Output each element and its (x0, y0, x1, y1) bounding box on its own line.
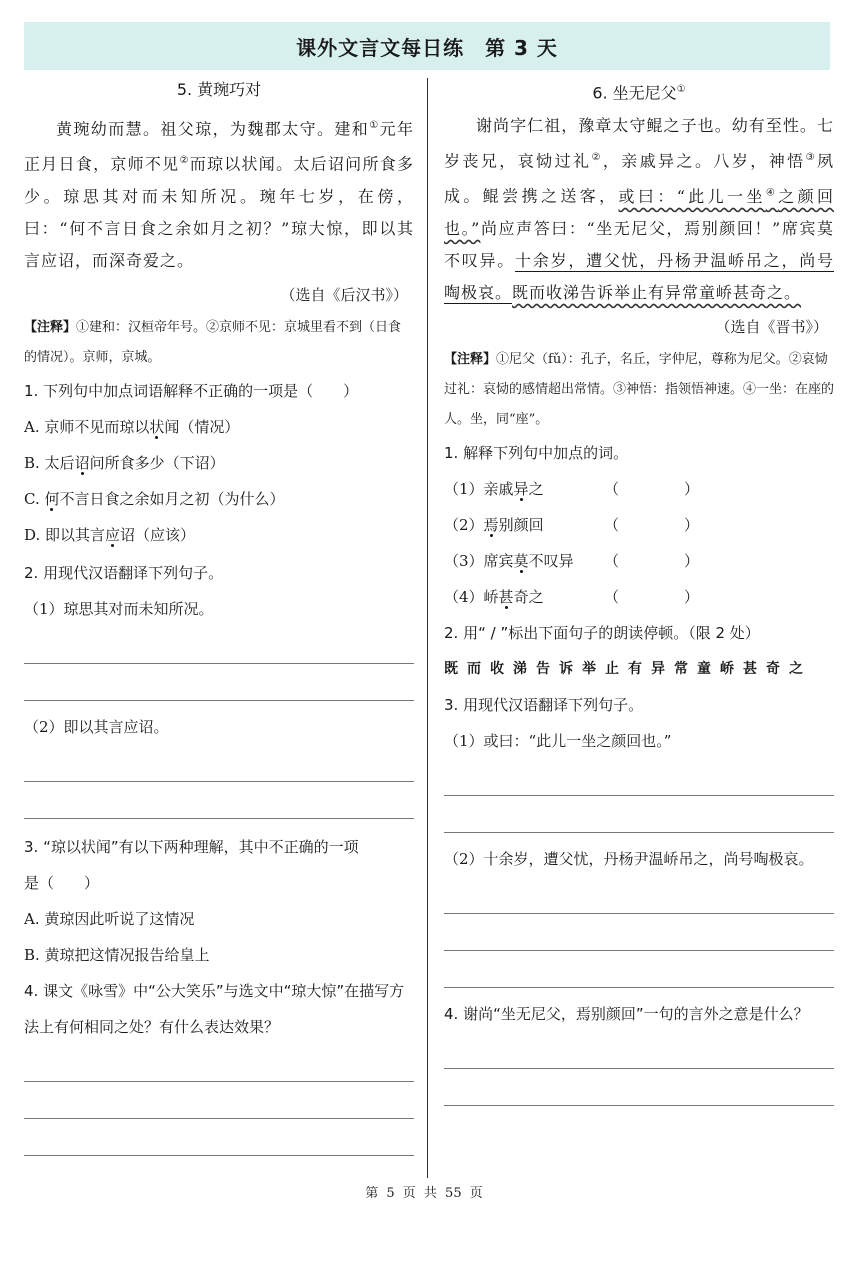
answer-line[interactable] (444, 796, 834, 833)
sub-question: （1）或曰：“此儿一坐之颜回也。” (444, 731, 672, 750)
header-bar (24, 22, 830, 70)
underlined-text: 十余岁，遭父忧，丹杨尹温峤吊之，尚号啕极哀。 (444, 250, 834, 302)
answer-line[interactable] (24, 664, 414, 701)
left-column (24, 76, 414, 1156)
answer-line[interactable] (444, 914, 834, 951)
wavy-underlined-text: 或曰：“此儿一坐④之颜回也。” (444, 186, 834, 238)
option-a: A. 京师不见而琼以状闻（情况） (24, 417, 240, 436)
question-1-left: 1. 下列句中加点词语解释不正确的一项是（ ） (24, 381, 359, 400)
option-d: D. 即以其言应诏（应该） (24, 525, 196, 544)
source-left: （选自《后汉书》） (280, 285, 408, 304)
story-title-left: 5. 黄琬巧对 (176, 80, 262, 99)
note-mark: ① (369, 120, 380, 131)
question-3-left: 3. “琼以状闻”有以下两种理解，其中不正确的一项 (24, 837, 359, 856)
passage-left (24, 110, 414, 277)
sub-question: （1）琼思其对而未知所况。 (24, 599, 214, 618)
story-title-right: 6. 坐无尼父① (592, 83, 686, 103)
column-divider (427, 78, 428, 1178)
wavy-underlined-text: 既而收涕告诉举止有异常童峤甚奇之。 (512, 282, 802, 302)
answer-line[interactable] (24, 745, 414, 782)
answer-line[interactable] (444, 1032, 834, 1069)
question-4-left: 4. 课文《咏雪》中“公大笑乐”与选文中“琼大惊”在描写方法上有何相同之处？有什么表达效果？ (24, 981, 405, 1036)
passage-text: 而琼以状闻。太后诏问所食多少。琼思其对而未知所况。琬年七岁，在傍，曰：“何不言日食之余如月之初？”琼大惊，即以其言应诏，而深奇爱之。 (24, 154, 414, 270)
fill-item[interactable]: （1）亲戚异之 （ ） (444, 479, 699, 498)
answer-line[interactable] (444, 877, 834, 914)
note-mark: ② (179, 155, 190, 167)
question-2-right: 2. 用“ / ”标出下面句子的朗读停顿。（限 2 处） (444, 623, 760, 642)
passage-text: 元年正月日食，京师不见 (24, 119, 414, 174)
source-right: （选自《晋书》） (715, 317, 828, 336)
pause-sentence[interactable]: 既而收涕告诉举止有异常童峤甚奇之 (444, 660, 812, 677)
page-footer: 第 5 页 共 55 页 (365, 1186, 483, 1201)
answer-line[interactable] (24, 1045, 414, 1082)
question-3-right: 3. 用现代汉语翻译下列句子。 (444, 695, 644, 714)
question-2-left: 2. 用现代汉语翻译下列句子。 (24, 563, 224, 582)
note-text: ①建和：汉桓帝年号。②京师不见：京城里看不到（日食的情况）。京师，京城。 (24, 319, 402, 365)
question-4-right: 4. 谢尚“坐无尼父，焉别颜回”一句的言外之意是什么？ (444, 1004, 809, 1023)
answer-line[interactable] (444, 951, 834, 988)
passage-text: 黄琬幼而慧。祖父琼，为魏郡太守。建和 (56, 119, 370, 139)
fill-item[interactable]: （2）焉别颜回 （ ） (444, 515, 699, 534)
option-a: A. 黄琼因此听说了这情况 (24, 909, 195, 928)
right-column (444, 76, 834, 1106)
sub-question: （2）十余岁，遭父忧，丹杨尹温峤吊之，尚号啕极哀。 (444, 849, 814, 868)
fill-item[interactable]: （3）席宾莫不叹异 （ ） (444, 551, 699, 570)
answer-line[interactable] (24, 782, 414, 819)
page-title: 课外文言文每日练 第 3 天 (296, 35, 558, 60)
question-3-left-cont: 是（ ） (24, 873, 100, 892)
fill-item[interactable]: （4）峤甚奇之 （ ） (444, 587, 699, 606)
sub-question: （2）即以其言应诏。 (24, 717, 169, 736)
option-b: B. 黄琼把这情况报告给皇上 (24, 945, 210, 964)
option-b: B. 太后诏问所食多少（下诏） (24, 453, 225, 472)
option-c: C. 何不言日食之余如月之初（为什么） (24, 489, 285, 508)
answer-line[interactable] (24, 1119, 414, 1156)
passage-right: 谢尚字仁祖，豫章太守鲲之子也。幼有至性。七岁丧兄，哀恸过礼②，亲戚异之。八岁，神悟③夙成。鲲尝携之送客，或曰：“此儿一坐④之颜回也。”尚应声答曰：“坐无尼父，焉别颜回！”席宾莫不叹异。十余岁，遭父忧，丹杨尹温峤吊之，尚号啕极哀。既而收涕告诉举止有异常童峤甚奇之。 (444, 116, 834, 302)
answer-line[interactable] (444, 759, 834, 796)
notes-left (24, 313, 414, 373)
question-1-right: 1. 解释下列句中加点的词。 (444, 443, 629, 462)
answer-line[interactable] (24, 627, 414, 664)
answer-line[interactable] (24, 1082, 414, 1119)
answer-line[interactable] (444, 1069, 834, 1106)
note-label: 【注释】 (444, 351, 497, 367)
notes-right (444, 345, 834, 435)
note-label: 【注释】 (24, 319, 77, 335)
note-text: ①尼父（fǔ）：孔子，名丘，字仲尼，尊称为尼父。②哀恸过礼：哀恸的感情超出常情。③神悟：指领悟神速。④一坐：在座的人。坐，同“座”。 (444, 351, 835, 427)
